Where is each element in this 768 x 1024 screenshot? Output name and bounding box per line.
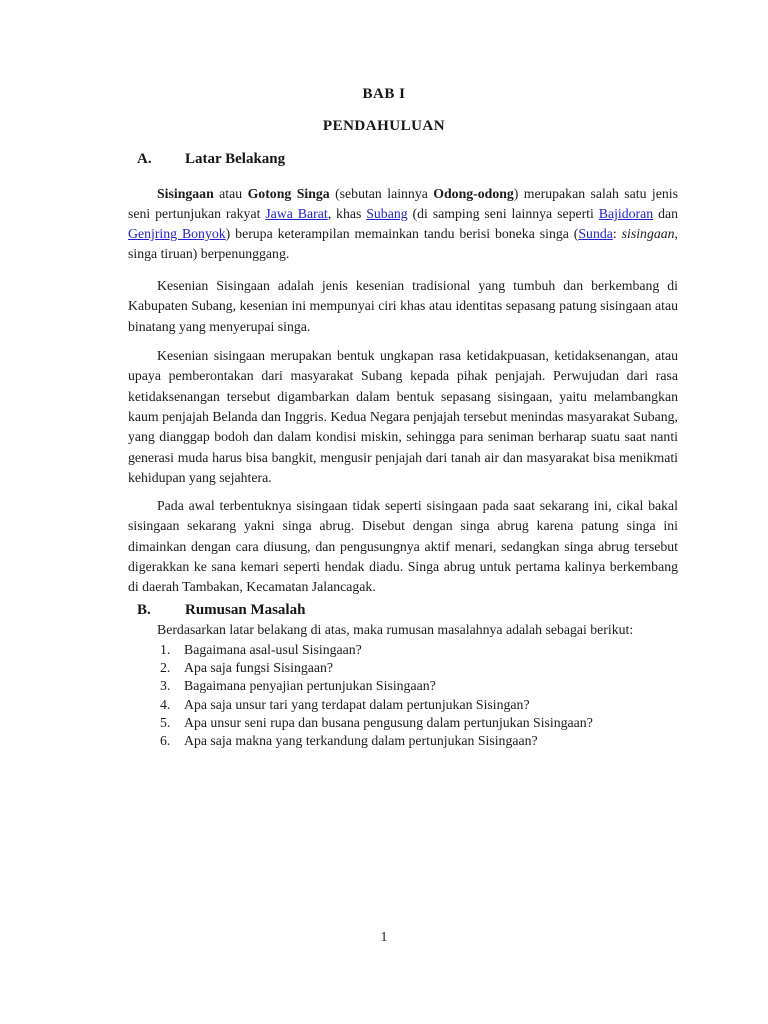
question-text: Apa saja fungsi Sisingaan? [184, 660, 334, 676]
question-item [160, 641, 678, 659]
text-segment: , khas [327, 205, 367, 221]
document-body [128, 150, 678, 750]
question-number: 4. [160, 696, 171, 712]
text-segment: dan [653, 205, 678, 221]
text-segment: ) berupa keterampilan memainkan tandu berisi boneka singa ( [225, 226, 579, 242]
text-segment: , singa tiruan) berpenunggang. [128, 226, 678, 262]
text-segment: : [612, 226, 622, 242]
question-item [160, 659, 678, 677]
question-text: Bagaimana asal-usul Sisingaan? [184, 641, 362, 657]
section-b-title: Rumusan Masalah [185, 601, 306, 618]
section-b-label: B. [137, 601, 151, 618]
question-number: 5. [160, 714, 171, 730]
inline-link[interactable]: Subang [366, 205, 408, 221]
question-text: Apa saja unsur tari yang terdapat dalam pertunjukan Sisingan? [184, 696, 530, 712]
inline-link[interactable]: Jawa Barat [265, 205, 328, 221]
inline-link[interactable]: Sunda [578, 226, 613, 242]
section-b-heading [128, 601, 678, 619]
section-a-heading [128, 150, 678, 168]
text-segment: (sebutan lainnya [329, 185, 434, 201]
text-segment: Sisingaan [157, 185, 214, 201]
text-segment: (di samping seni lainnya seperti [407, 205, 599, 221]
question-text: Apa saja makna yang terkandung dalam pertunjukan Sisingaan? [184, 732, 538, 748]
question-number: 3. [160, 678, 171, 694]
question-text: Apa unsur seni rupa dan busana pengusung dalam pertunjukan Sisingaan? [184, 714, 593, 730]
inline-link[interactable]: Bajidoran [598, 205, 654, 221]
question-item [160, 696, 678, 714]
question-item [160, 677, 678, 695]
question-item [160, 732, 678, 750]
paragraph-kesenian-tradisional: Kesenian Sisingaan adalah jenis kesenian tradisional yang tumbuh dan berkembang di Kabupaten Subang, kesenian ini mempunyai ciri khas atau identitas sepasang patung sisingaan atau binatang yang menyerupai singa. [128, 278, 678, 334]
question-item [160, 714, 678, 732]
chapter-title: BAB I [362, 86, 406, 102]
paragraph-sisingaan-definition [128, 184, 678, 265]
question-number: 6. [160, 732, 171, 748]
text-segment: sisingaan [621, 226, 675, 242]
paragraph-singa-abrug: Pada awal terbentuknya sisingaan tidak seperti sisingaan pada saat sekarang ini, cikal bakal sisingaan sekarang yakni singa abrug. Disebut dengan singa abrug karena patung singa ini dimainkan dengan cara diusung, dan pengusungnya aktif menari, sedangkan singa abrug tersebut digerakkan ke sana kemari seperti hendak diadu. Singa abrug untuk pertama kalinya berkembang di daerah Tambakan, Kecamatan Jalancagak. [128, 498, 678, 595]
chapter-subtitle: PENDAHULUAN [322, 118, 446, 134]
paragraph-ungkapan-rasa: Kesenian sisingaan merupakan bentuk ungkapan rasa ketidakpuasan, ketidaksenangan, atau upaya pemberontakan dari masyarakat Subang kepada pihak penjajah. Perwujudan dari rasa ketidaksenangan tersebut digambarkan dalam bentuk sepasang sisingaan, yaitu melambangkan kaum penjajah Belanda dan Inggris. Kedua Negara penjajah tersebut menindas masyarakat Subang, yang dianggap bodoh dan dalam kondisi miskin, sehingga para seniman berharap suatu saat nanti generasi muda harus bisa bangkit, mengusir penjajah dari tanah air dan masyarakat bisa menikmati kehidupan yang sejahtera. [128, 348, 678, 485]
inline-link[interactable]: Genjring Bonyok [128, 226, 226, 242]
section-a-label: A. [137, 151, 152, 167]
question-text: Bagaimana penyajian pertunjukan Sisingaan? [184, 678, 436, 694]
page-number: 1 [380, 929, 388, 944]
question-number: 1. [160, 641, 171, 657]
text-segment: ) merupakan salah satu jenis seni pertunjukan rakyat [128, 185, 678, 221]
text-segment: Odong-odong [433, 185, 514, 201]
question-number: 2. [160, 660, 171, 676]
text-segment: atau [213, 185, 248, 201]
rumusan-masalah-intro: Berdasarkan latar belakang di atas, maka rumusan masalahnya adalah sebagai berikut: [157, 621, 634, 637]
text-segment: Gotong Singa [247, 185, 330, 201]
section-a-title: Latar Belakang [185, 151, 286, 167]
question-list [128, 641, 678, 750]
